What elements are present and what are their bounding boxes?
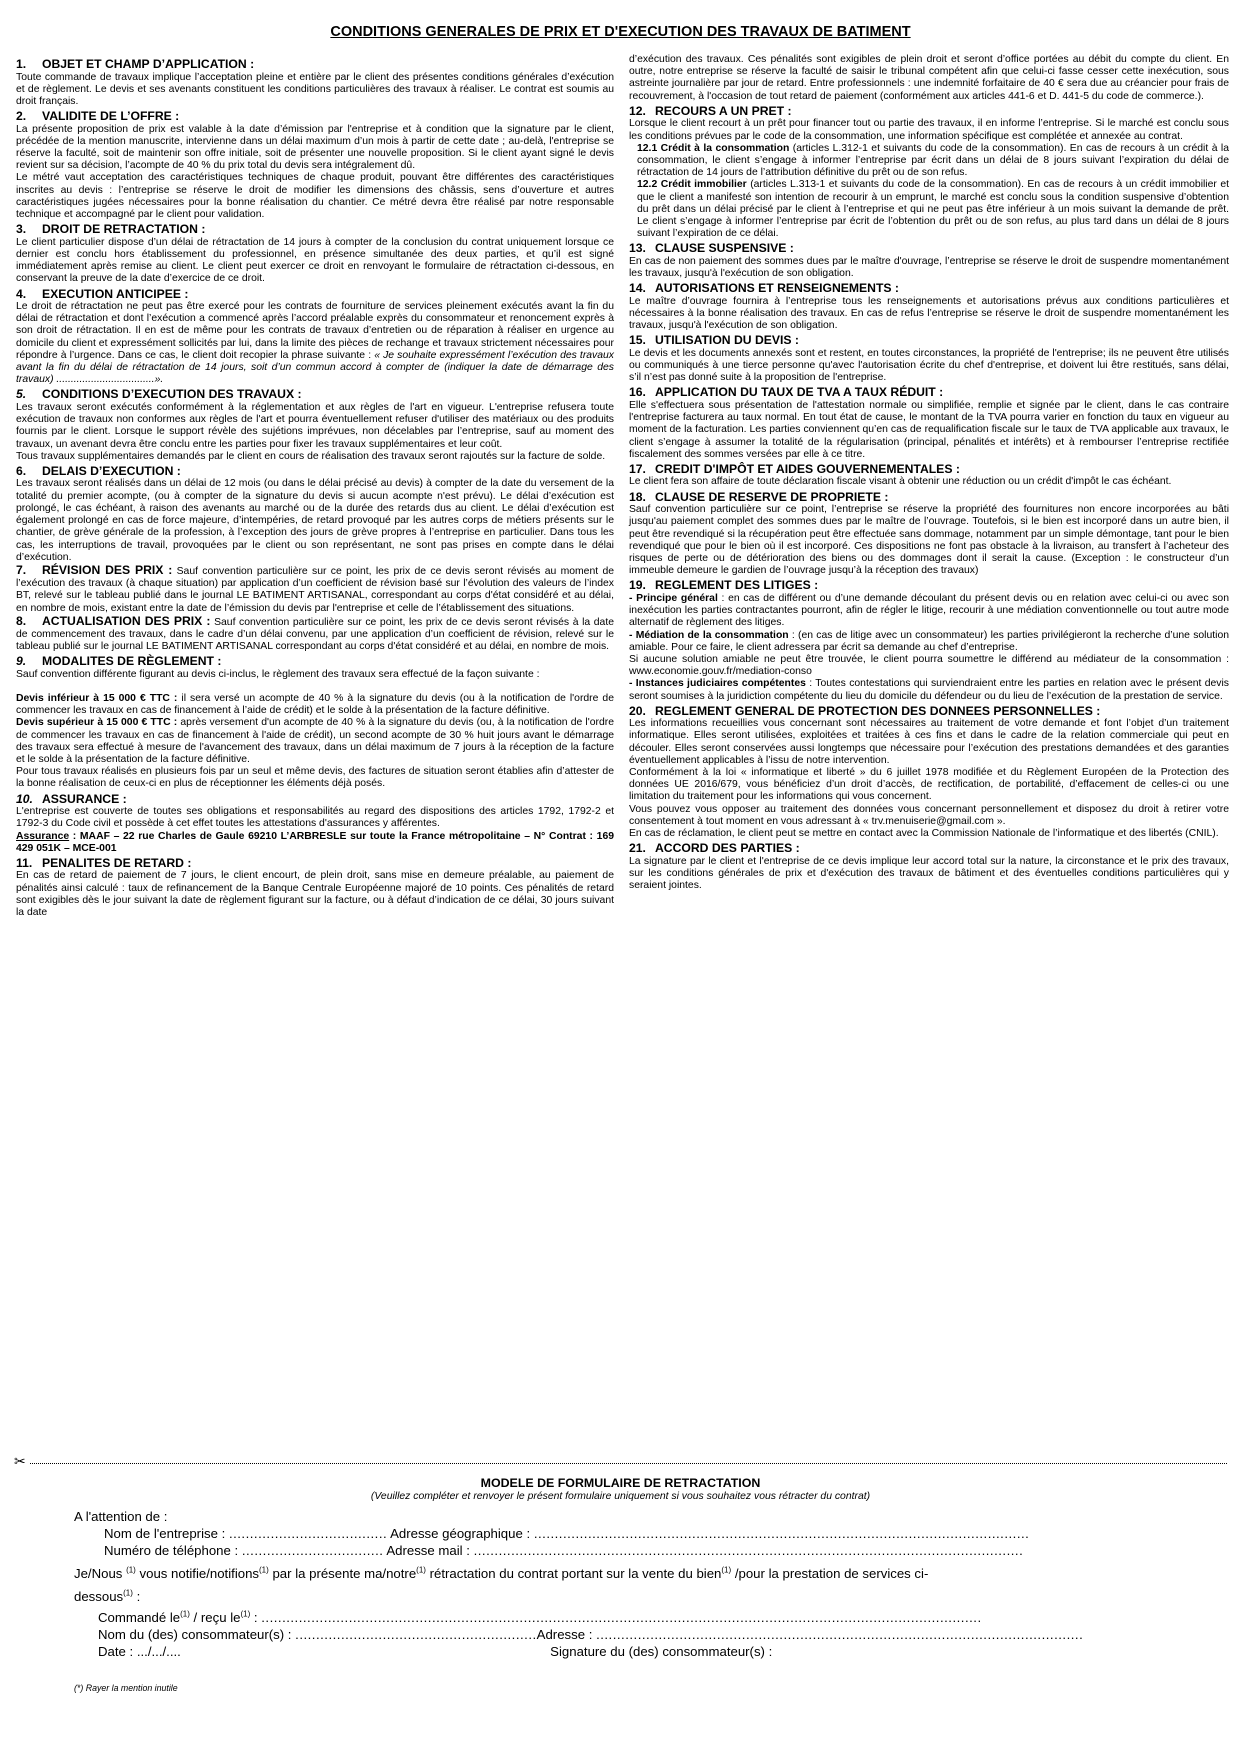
section-title: 9. MODALITES DE RÈGLEMENT : (16, 654, 222, 669)
form-row-contact: Numéro de téléphone : .................................. Adresse mail : .................................................................................................................................... (104, 1543, 1024, 1558)
section-title: 14. AUTORISATIONS ET RENSEIGNEMENTS : (629, 281, 899, 296)
consumer-name-field[interactable]: .......................................................... (295, 1627, 537, 1642)
paragraph: En cas de réclamation, le client peut se mettre en contact avec la Commission Nationale de l’informatique et des libertés (CNIL). (629, 828, 1219, 840)
footnote: (*) Rayer la mention inutile (74, 1683, 178, 1693)
phone-field[interactable]: .................................. (241, 1543, 384, 1558)
date-field[interactable]: Date : .../.../.... (98, 1644, 181, 1659)
section-title: 21. ACCORD DES PARTIES : (629, 841, 800, 856)
left-column (16, 56, 614, 919)
section-title: 16. APPLICATION DU TAUX DE TVA A TAUX RÉDUIT : (629, 385, 944, 400)
section-title: 4. EXECUTION ANTICIPEE : (16, 286, 189, 301)
form-attention: A l'attention de : (74, 1509, 168, 1524)
paragraph: Tous travaux supplémentaires demandés par le client en cours de réalisation des travaux seront rajoutés sur la facture de solde. (16, 450, 606, 462)
geo-address-field[interactable]: ....................................................................................................................... (533, 1526, 1030, 1541)
section-title: 10. ASSURANCE : (16, 791, 127, 806)
email-field[interactable]: .................................................................................................................................... (473, 1543, 1024, 1558)
company-name-field[interactable]: ...................................... (228, 1526, 388, 1541)
form-row-notification: Je/Nous $^{(1)}$ vous notifie/notifions$^{(1)}$ par la présente ma/notre$^{(1)}$ rétractation du contrat portant sur la vente du bien$^{(1)}$ /pour la prestation de services ci- (74, 1565, 929, 1581)
section-title: 18. CLAUSE DE RESERVE DE PROPRIETE : (629, 489, 889, 504)
paragraph: Le devis et les documents annexés sont et restent, en toutes circonstances, la propriété de l'entreprise; ils ne peuvent être utilisés ou communiqués à une tierce personne qu'avec l'autorisation écrite du chef d'entreprise, et doivent lui être restitués, sans délai, s’il n’est pas donné suite à la proposition de l'entreprise. (629, 347, 1229, 384)
section-title: 19. REGLEMENT DES LITIGES : (629, 578, 819, 593)
paragraph: L'entreprise est couverte de toutes ses obligations et responsabilités au regard des dispositions des articles 1792, 1792-2 et 1792-3 du Code civil et possède à cet effet toutes les attestations d'assurances y afférentes. (16, 806, 614, 830)
paragraph: Si aucune solution amiable ne peut être trouvée, le client pourra soumettre le différend au médiateur de la consommation : www.economie.gouv.fr/mediation-conso (629, 653, 1229, 678)
paragraph: Vous pouvez vous opposer au traitement des données vous concernant personnellement et disposez du droit à retirer votre consentement à tout moment en vous adressant à « trv.menuiserie@gmail.com ». (629, 803, 1229, 827)
paragraph: Assurance : MAAF – 22 rue Charles de Gaule 69210 L’ARBRESLE sur toute la France métropolitaine – N° Contrat : 169 429 051K – MCE-001 (16, 830, 614, 854)
form-row-date (74, 1643, 1154, 1660)
section-title: 3. DROIT DE RETRACTATION : (16, 222, 206, 237)
paragraph: En cas de retard de paiement de 7 jours, le client encourt, de plein droit, sans mise en demeure préalable, au paiement de pénalités ainsi calculé : taux de refinancement de la Banque Centrale Européenne majoré de 10 points. Ces pénalités de retard sont exigibles dès le jour suivant la date de règlement figurant sur la facture, ou à défaut d’indication de ce délai, 30 jours suivant la date (16, 870, 614, 919)
form-row-entreprise: Nom de l'entreprise : ...................................... Adresse géographique : ....................................................................................................................... (104, 1526, 1030, 1541)
form-row-consommateur: Nom du (des) consommateur(s) : ..........................................................Adresse : ..................................................................................................................... (98, 1627, 1084, 1642)
section-title: 2. VALIDITE DE L’OFFRE : (16, 109, 180, 124)
paragraph: d’exécution des travaux. Ces pénalités sont exigibles de plein droit et seront d’office portées au débit du compte du client. En outre, notre entreprise se réserve la faculté de saisir le tribunal compétent afin que celui-ci fasse cesser cette inexécution, sous astreinte journalière par jour de retard. Entre professionnels : une indemnité forfaitaire de 40 € sera due au créancier pour frais de recouvrement, à l'occasion de tout retard de paiement (conformément aux articles 441-6 et D. 441-5 du code de commerce.). (629, 54, 1229, 102)
paragraph: En cas de non paiement des sommes dues par le maître d'ouvrage, l’entreprise se réserve le droit de suspendre momentanément les travaux, jusqu'à l'exécution de son obligation. (629, 255, 1229, 280)
paragraph: La présente proposition de prix est valable à la date d’émission par l'entreprise et à condition que la signature par le client, précédée de la mention manuscrite, intervienne dans un délai maximum d’un mois à partir de cette date ; au-delà, l'entreprise se réserve la faculté, soit de maintenir son offre initiale, soit de présenter une nouvelle proposition. Si le client ayant signé le devis revient sur sa décision, l’acompte de 40 % du prix total du devis sera intégralement dû. (16, 123, 614, 172)
section-title: 5. CONDITIONS D’EXECUTION DES TRAVAUX : (16, 387, 302, 402)
paragraph: Les informations recueillies vous concernant sont nécessaires au traitement de votre demande et font l’objet d’un traitement informatique. Elles seront utilisées, exploitées et traitées à ces fins et dans le cadre de la relation commerciale qui peut en découler. Elles seront conservées aussi longtemps que nécessaire pour l’exécution des prestations demandées et des garanties éventuellement applicables à l’issu de notre intervention. (629, 718, 1229, 766)
form-subtitle: (Veuillez compléter et renvoyer le présent formulaire uniquement si vous souhaitez vous rétracter du contrat) (370, 1491, 871, 1502)
paragraph: Le client particulier dispose d’un délai de rétractation de 14 jours à compter de la conclusion du contrat uniquement lorsque ce dernier est conclu hors établissement du professionnel, en présence simultanée des deux parties, et qu’il est signé immédiatement après remise au client. Le client peut exercer ce droit en renvoyant le formulaire de rétractation ci-dessous, en conservant la preuve de la date d’exercice de ce droit. (16, 236, 614, 285)
scissors-icon: ✂ (14, 1454, 30, 1468)
paragraph: - Principe général : en cas de différent ou d’une demande découlant du présent devis ou en relation avec celui-ci ou avec son inexécution les parties contractantes pourront, afin de régler le litige, recourir à une médiation conventionnelle ou tout autre mode alternatif de règlement des litiges. (629, 592, 1229, 629)
page-title: CONDITIONS GENERALES DE PRIX ET D'EXECUTION DES TRAVAUX DE BATIMENT (330, 24, 911, 40)
section-title: 20. REGLEMENT GENERAL DE PROTECTION DES DONNEES PERSONNELLES : (629, 703, 1101, 718)
paragraph: Le client fera son affaire de toute déclaration fiscale visant à obtenir une réduction ou un crédit d'impôt le cas échéant. (629, 476, 1172, 488)
form-row-dessous: dessous$^{(1)}$ : (74, 1588, 141, 1604)
cut-line (14, 1463, 1227, 1464)
right-column (629, 54, 1229, 892)
paragraph: Devis supérieur à 15 000 € TTC : après versement d'un acompte de 40 % à la signature du devis (ou, à la notification de l'ordre de commencer les travaux en cas de financement à l'aide de crédit), un second acompte de 30 % huit jours avant le démarrage des travaux sera effectué à mesure de l'avancement des travaux, dans un délai maximum de 7 jours à la réception de la facture et le solde à la présentation de la facture définitive. (16, 717, 614, 766)
section-title: 13. CLAUSE SUSPENSIVE : (629, 241, 794, 256)
paragraph: Elle s'effectuera sous présentation de l'attestation normale ou simplifiée, remplie et signée par le client, dans le cas contraire l'entreprise facturera au taux normal. En tout état de cause, le montant de la TVA pourra varier en fonction du taux en vigueur au moment de la facturation. Les parties conviennent qu’en cas de requalification fiscale sur le taux de TVA applicable aux travaux, le client s’engage à assumer la totalité de la régularisation (principal, pénalités et intérêts) et à rembourser l’entreprise rectifiée fiscalement des sommes versées par elle à ce titre. (629, 399, 1229, 460)
paragraph: Sauf convention particulière sur ce point, l’entreprise se réserve la propriété des fournitures non encore incorporées au bâti jusqu'au paiement complet des sommes dues par le maître de l’ouvrage. Toutefois, si le bien est incorporé dans un autre bien, il peut être revendiqué si la récupération peut être effectuée sans dommage, notamment par un simple démontage, tant pour le bien revendiqué que pour le bien où il est incorporé. Ces dispositions ne font pas obstacle à la livraison, au transfert à l’acheteur des risques de perte ou de détérioration des biens ou des dommages dont il serait la cause. (Exception : le constructeur d’un immeuble demeure le gardien de l’ouvrage jusqu’à la réception des travaux) (629, 504, 1229, 577)
paragraph: 7. RÉVISION DES PRIX : Sauf convention particulière sur ce point, les prix de ce devis seront révisés au moment de l’exécution des travaux (à chaque situation) par application d’un coefficient de révision basé sur l’évolution des valeurs de l’index BT, relevé sur le tableau publié dans le journal LE BATIMENT ARTISANAL, correspondant au corps d'état considéré et au délai, en nombre de mois, existant entre la date de l’émission du devis par l'entreprise et celle de l’établissement des situations. (16, 562, 614, 614)
retractation-form (74, 1508, 1154, 1660)
paragraph: Les travaux seront exécutés conformément à la réglementation et aux règles de l'art en vigueur. L'entreprise refusera toute exécution de travaux non conformes aux règles de l'art et pourra éventuellement refuser d'utiliser des matériaux ou des produits fournis par le client. Lorsque le support révèle des sujétions imprévues, non décelables par l’entreprise, sauf au moment des travaux, un avenant devra être conclu entre les parties pour fixer les travaux supplémentaires et leur coût. (16, 401, 614, 450)
section-title: 12. RECOURS A UN PRET : (629, 103, 792, 118)
paragraph: 12.2 Crédit immobilier (articles L.313-1 et suivants du code de la consommation). En cas de recours à un crédit immobilier et que le client a manifesté son intention de recourir à un emprunt, le marché est conclu sous la condition suspensive d’obtention du prêt dans un délai précisé par le client à l’entreprise et qui ne peut pas être inférieur à un mois suivant la demande de prêt. Le client s’engage à informer l’entreprise par écrit de l’obtention du prêt ou de son refus, au plus tard dans un délai de 8 jours suivant l’expiration de ce délai. (637, 179, 1229, 240)
form-title: MODELE DE FORMULAIRE DE RETRACTATION (480, 1476, 761, 1490)
paragraph: Toute commande de travaux implique l’acceptation pleine et entière par le client des présentes conditions générales d’exécution et de règlement. Le devis et ses avenants constituent les conditions particulières des travaux à réaliser. Le contrat est soumis au droit français. (16, 71, 614, 107)
paragraph: Pour tous travaux réalisés en plusieurs fois par un seul et même devis, des factures de situation seront établies afin d’attester de la bonne réalisation de ceux-ci en plus de réceptionner les éléments déjà posés. (16, 766, 614, 790)
section-title: 6. DELAIS D’EXECUTION : (16, 463, 181, 478)
paragraph: Lorsque le client recourt à un prêt pour financer tout ou partie des travaux, il en informe l’entreprise. Si le marché est conclu sous les conditions prévues par le code de la consommation, une information spécifique est complétée et annexée au contrat. (629, 118, 1229, 142)
paragraph: Devis inférieur à 15 000 € TTC : il sera versé un acompte de 40 % à la signature du devis (ou à la notification de l'ordre de commencer les travaux en cas de financement à l’aide de crédit) et le solde à la présentation de la facture définitive. (16, 693, 614, 717)
signature-label: Signature du (des) consommateur(s) : (550, 1644, 773, 1659)
form-row-commande: Commandé $le^{(1)}$ / reçu $le^{(1)}$ : ............................................................................................................................................................................. (98, 1609, 982, 1625)
order-date-field[interactable]: ............................................................................................................................................................................. (261, 1610, 982, 1625)
consumer-address-field[interactable]: ..................................................................................................................... (596, 1627, 1084, 1642)
paragraph: Le droit de rétractation ne peut pas être exercé pour les contrats de fourniture de services pleinement exécutés avant la fin du délai de rétractation et dont l’exécution a commencé après l’accord préalable exprès du consommateur et renoncement exprès à son droit de rétractation. Il en est de même pour les contrats de travaux d’entretien ou de réparation à réaliser en urgence au domicile du client et expressément sollicités par lui, dans la limite des pièces de rechange et travaux strictement nécessaires pour répondre à l’urgence. Dans ce cas, le client doit recopier la phrase suivante : « Je souhaite expressément l’exécution des travaux avant la fin du délai de rétractation de 14 jours, soit d’un commun accord à compter de (indiquer la date de démarrage des travaux) ..................................». (16, 301, 615, 386)
paragraph: - Médiation de la consommation : (en cas de litige avec un consommateur) les parties privilégieront la recherche d’une solution amiable. Pour ce faire, le client adressera par écrit sa demande au chef d’entreprise. (629, 629, 1230, 653)
paragraph: Conformément à la loi « informatique et liberté » du 6 juillet 1978 modifiée et du Règlement Européen de la Protection des données UE 2016/679, vous bénéficiez d’un droit d’accès, de rectification, de portabilité, d’effacement de celles-ci ou une limitation du traitement pour les informations qui vous concernent. (629, 767, 1229, 803)
paragraph: La signature par le client et l'entreprise de ce devis implique leur accord total sur la nature, la circonstance et le prix des travaux, sur les conditions générales de prix et d'exécution des travaux de bâtiment et des éventuelles conditions particulières qui y seraient jointes. (629, 855, 1229, 892)
section-title: 11. PENALITES DE RETARD : (16, 855, 192, 870)
paragraph: Le métré vaut acceptation des caractéristiques techniques de chaque produit, pouvant être différentes des caractéristiques inscrites au devis : l’entreprise se réserve le droit de modifier les dimensions des châssis, sens d’ouverture et autres caractéristiques jugées nécessaires pour la bonne réalisation du chantier. Ce métré devra être réalisé par notre responsable technique et accompagné par le client pour validation. (16, 172, 614, 221)
section-title: 1. OBJET ET CHAMP D’APPLICATION : (16, 57, 255, 71)
paragraph: 8. ACTUALISATION DES PRIX : Sauf convention particulière sur ce point, les prix de ce devis seront révisés à la date de commencement des travaux, dans le cadre d’un délai convenu, par une application d’un coefficient de révision, relevé sur le tableau publié sur le journal LE BATIMENT ARTISANAL correspondant au corps d'état considéré et au délai, en nombre de mois. (16, 613, 615, 653)
paragraph: Les travaux seront réalisés dans un délai de 12 mois (ou dans le délai précisé au devis) à compter de la date du versement de la totalité du premier acompte, (ou à compter de la signature du devis si aucun acompte n'est prévu). Le délai d’exécution est prolongé, le cas échéant, à raison des avenants au marché ou de la durée des retards dus au client. Le délai d’exécution est également prolongé en cas de force majeure, d’intempéries, de retard provoqué par les autres corps de métiers présents sur le chantier, de grève générale de la profession, à l’exception des jours de grève propres à l’entreprise en particulier. Dans tous les cas, les interruptions de travail, provoquées par le client ou son représentant, ne sont pas prises en compte dans le délai d’exécution. (16, 478, 614, 563)
paragraph: Le maître d’ouvrage fournira à l’entreprise tous les renseignements et autorisations prévus aux conditions particulières et nécessaires à la bonne réalisation des travaux. En cas de refus l’entreprise se réserve le droit de suspendre momentanément les travaux, jusqu'à l'exécution de son obligation. (629, 295, 1229, 332)
section-title: 15. UTILISATION DU DEVIS : (629, 333, 799, 348)
paragraph: - Instances judiciaires compétentes : Toutes contestations qui surviendraient entre les parties en relation avec le présent devis seront soumises à la juridiction compétente du lieu du domicile du défendeur ou du lieu de l’exécution de la prestation de service. (629, 678, 1229, 702)
section-title: 17. CREDIT D'IMPÔT ET AIDES GOUVERNEMENTALES : (629, 461, 960, 476)
paragraph: 12.1 Crédit à la consommation (articles L.312-1 et suivants du code de la consommation). En cas de recours à un crédit à la consommation, le client s’engage à informer l’entreprise par écrit dans un délai de 8 jours suivant l’expiration du délai de rétractation de 14 jours de l’attribution définitive du prêt ou de son refus. (637, 142, 1229, 179)
paragraph: Sauf convention différente figurant au devis ci-inclus, le règlement des travaux sera effectué de la façon suivante : (16, 668, 540, 680)
